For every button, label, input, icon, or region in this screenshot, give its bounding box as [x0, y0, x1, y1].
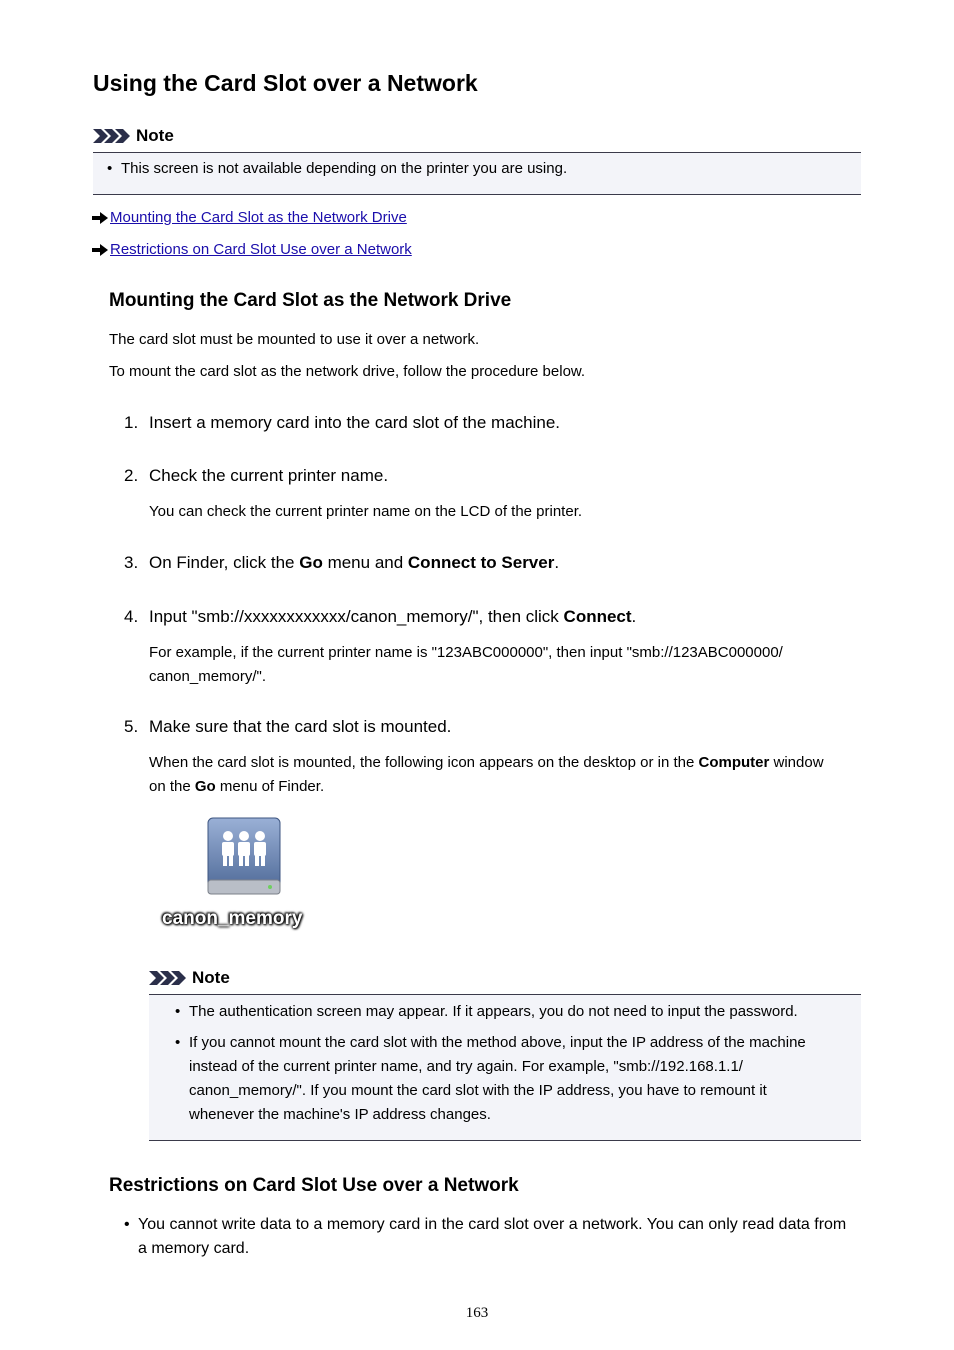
paragraph: The card slot must be mounted to use it over a network.	[109, 331, 480, 348]
link-restrictions[interactable]	[92, 241, 412, 258]
note-item: • The authentication screen may appear. If it appears, you do not need to input the password.	[175, 1003, 798, 1020]
note-heading	[93, 126, 174, 146]
step-4-description: For example, if the current printer name is "123ABC000000", then input "smb://123ABC000000/ canon_memory/".	[149, 644, 783, 685]
note-label: Note	[192, 968, 230, 987]
link-mounting-text[interactable]: Mounting the Card Slot as the Network Drive	[110, 209, 407, 226]
step-5-description: When the card slot is mounted, the following icon appears on the desktop or in the Computer window on the Go menu of Finder.	[149, 754, 824, 795]
note-box	[149, 994, 861, 1141]
link-restrictions-text[interactable]: Restrictions on Card Slot Use over a Network	[110, 241, 412, 258]
step-5: 5. Make sure that the card slot is mounted.	[124, 717, 452, 736]
note-item: • This screen is not available depending on the printer you are using.	[107, 160, 568, 177]
arrow-right-icon	[92, 244, 108, 256]
note-arrows-icon	[93, 127, 131, 145]
paragraph: To mount the card slot as the network drive, follow the procedure below.	[109, 363, 586, 380]
list-item: • You cannot write data to a memory card in the card slot over a network. You can only read data from a memory card.	[124, 1216, 847, 1257]
note-item: • If you cannot mount the card slot with the method above, input the IP address of the machine instead of the current printer name, and try again. For example, "smb://192.168.1.1/ canon_memory/". If you mount the card slot with the IP address, you have to remount it whenever the machine's IP address changes.	[175, 1034, 806, 1123]
section-heading-restrictions: Restrictions on Card Slot Use over a Network	[109, 1175, 519, 1196]
note-arrows-icon	[149, 969, 187, 987]
arrow-right-icon	[92, 212, 108, 224]
link-mounting[interactable]	[92, 209, 407, 226]
page-title: Using the Card Slot over a Network	[93, 70, 478, 96]
step-2: 2. Check the current printer name.	[124, 466, 389, 485]
step-2-description: You can check the current printer name on the LCD of the printer.	[149, 503, 583, 520]
drive-icon-label: canon_memory	[162, 908, 303, 929]
note-label: Note	[136, 126, 174, 145]
step-4: 4. Input "smb://xxxxxxxxxxxx/canon_memory/", then click Connect.	[124, 607, 637, 626]
note-box	[93, 152, 861, 195]
page-number: 163	[465, 1305, 489, 1321]
note-heading	[149, 968, 230, 988]
step-1: 1. Insert a memory card into the card slot of the machine.	[124, 413, 561, 432]
section-heading-mounting: Mounting the Card Slot as the Network Drive	[109, 290, 512, 311]
step-3: 3. On Finder, click the Go menu and Connect to Server.	[124, 553, 560, 572]
